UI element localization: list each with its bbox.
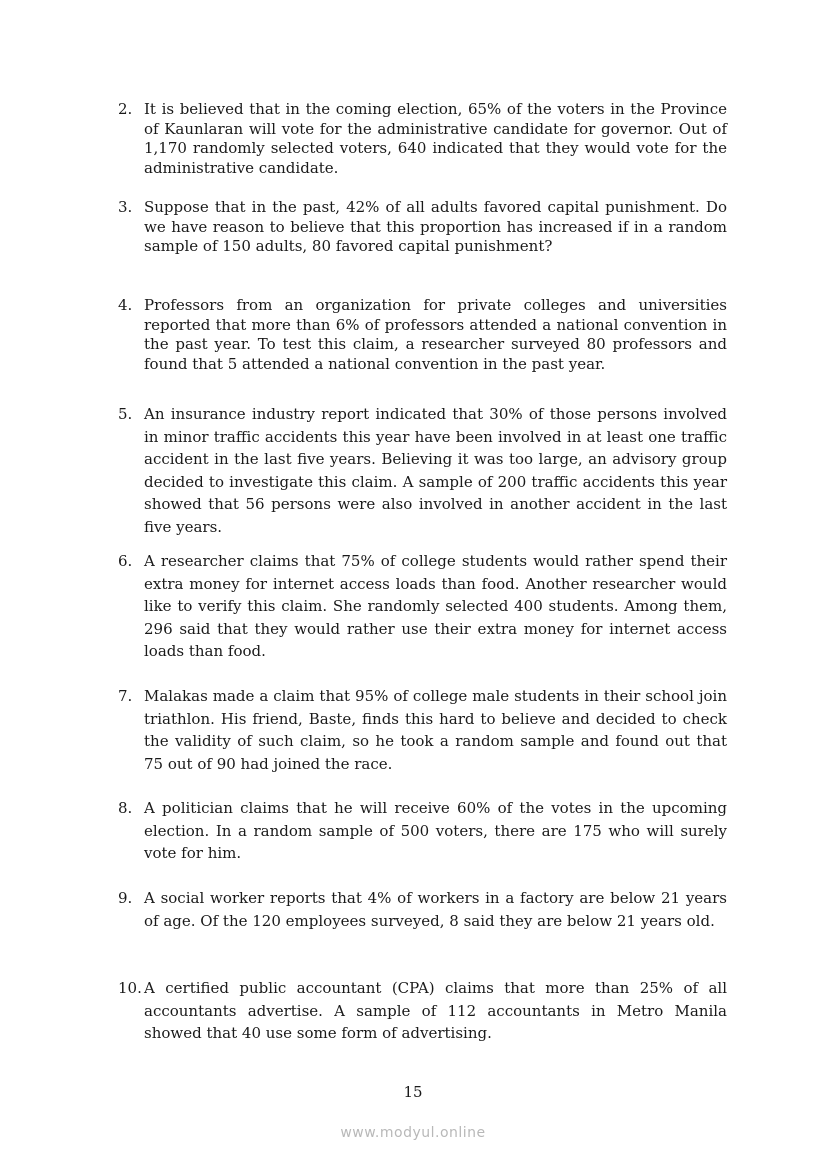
item-number: 6. (118, 552, 133, 570)
item-number: 4. (118, 296, 133, 314)
item-text: A certified public accountant (CPA) claims that more than 25% of all accountants advertise. A sample of 112 accountants in Metro Manila showed that 40 use some form of advertising. (144, 979, 727, 1042)
problem-item-4 (118, 296, 727, 374)
problem-item-9 (118, 887, 727, 932)
problem-item-5 (118, 403, 727, 538)
item-number: 5. (118, 405, 133, 423)
item-number: 7. (118, 687, 133, 705)
problem-item-2 (118, 100, 727, 178)
item-number: 8. (118, 799, 133, 817)
item-text: Professors from an organization for private colleges and universities reported that more than 6% of professors attended a national convention in the past year. To test this claim, a researcher surveyed 80 professors and found that 5 attended a national convention in the past year. (144, 296, 727, 373)
problem-item-6 (118, 550, 727, 663)
item-text: An insurance industry report indicated that 30% of those persons involved in minor traffic accidents this year have been involved in at least one traffic accident in the last five years. Believing it was too large, an advisory group decided to investigate this claim. A sample of 200 traffic accidents this year showed that 56 persons were also involved in another accident in the last five years. (144, 405, 727, 536)
item-number: 3. (118, 198, 133, 216)
watermark: www.modyul.online (340, 1125, 486, 1141)
page-number: 15 (403, 1083, 423, 1101)
problem-item-3 (118, 198, 727, 257)
problem-item-10 (118, 977, 727, 1045)
item-number: 10. (118, 979, 142, 997)
item-text: A social worker reports that 4% of workers in a factory are below 21 years of age. Of the 120 employees surveyed, 8 said they are below 21 years old. (144, 889, 727, 930)
problem-item-8 (118, 797, 727, 865)
item-number: 2. (118, 100, 133, 118)
item-number: 9. (118, 889, 133, 907)
problem-item-7 (118, 685, 727, 775)
item-text: A politician claims that he will receive 60% of the votes in the upcoming election. In a random sample of 500 voters, there are 175 who will surely vote for him. (144, 799, 727, 862)
item-text: Suppose that in the past, 42% of all adults favored capital punishment. Do we have reason to believe that this proportion has increased if in a random sample of 150 adults, 80 favored capital punishment? (144, 198, 727, 255)
item-text: It is believed that in the coming election, 65% of the voters in the Province of Kaunlaran will vote for the administrative candidate for governor. Out of 1,170 randomly selected voters, 640 indicated that they would vote for the administrative candidate. (144, 100, 727, 177)
item-text: Malakas made a claim that 95% of college male students in their school join triathlon. His friend, Baste, finds this hard to believe and decided to check the validity of such claim, so he took a random sample and found out that 75 out of 90 had joined the race. (144, 687, 727, 773)
item-text: A researcher claims that 75% of college students would rather spend their extra money for internet access loads than food. Another researcher would like to verify this claim. She randomly selected 400 students. Among them, 296 said that they would rather use their extra money for internet access loads than food. (144, 552, 727, 660)
